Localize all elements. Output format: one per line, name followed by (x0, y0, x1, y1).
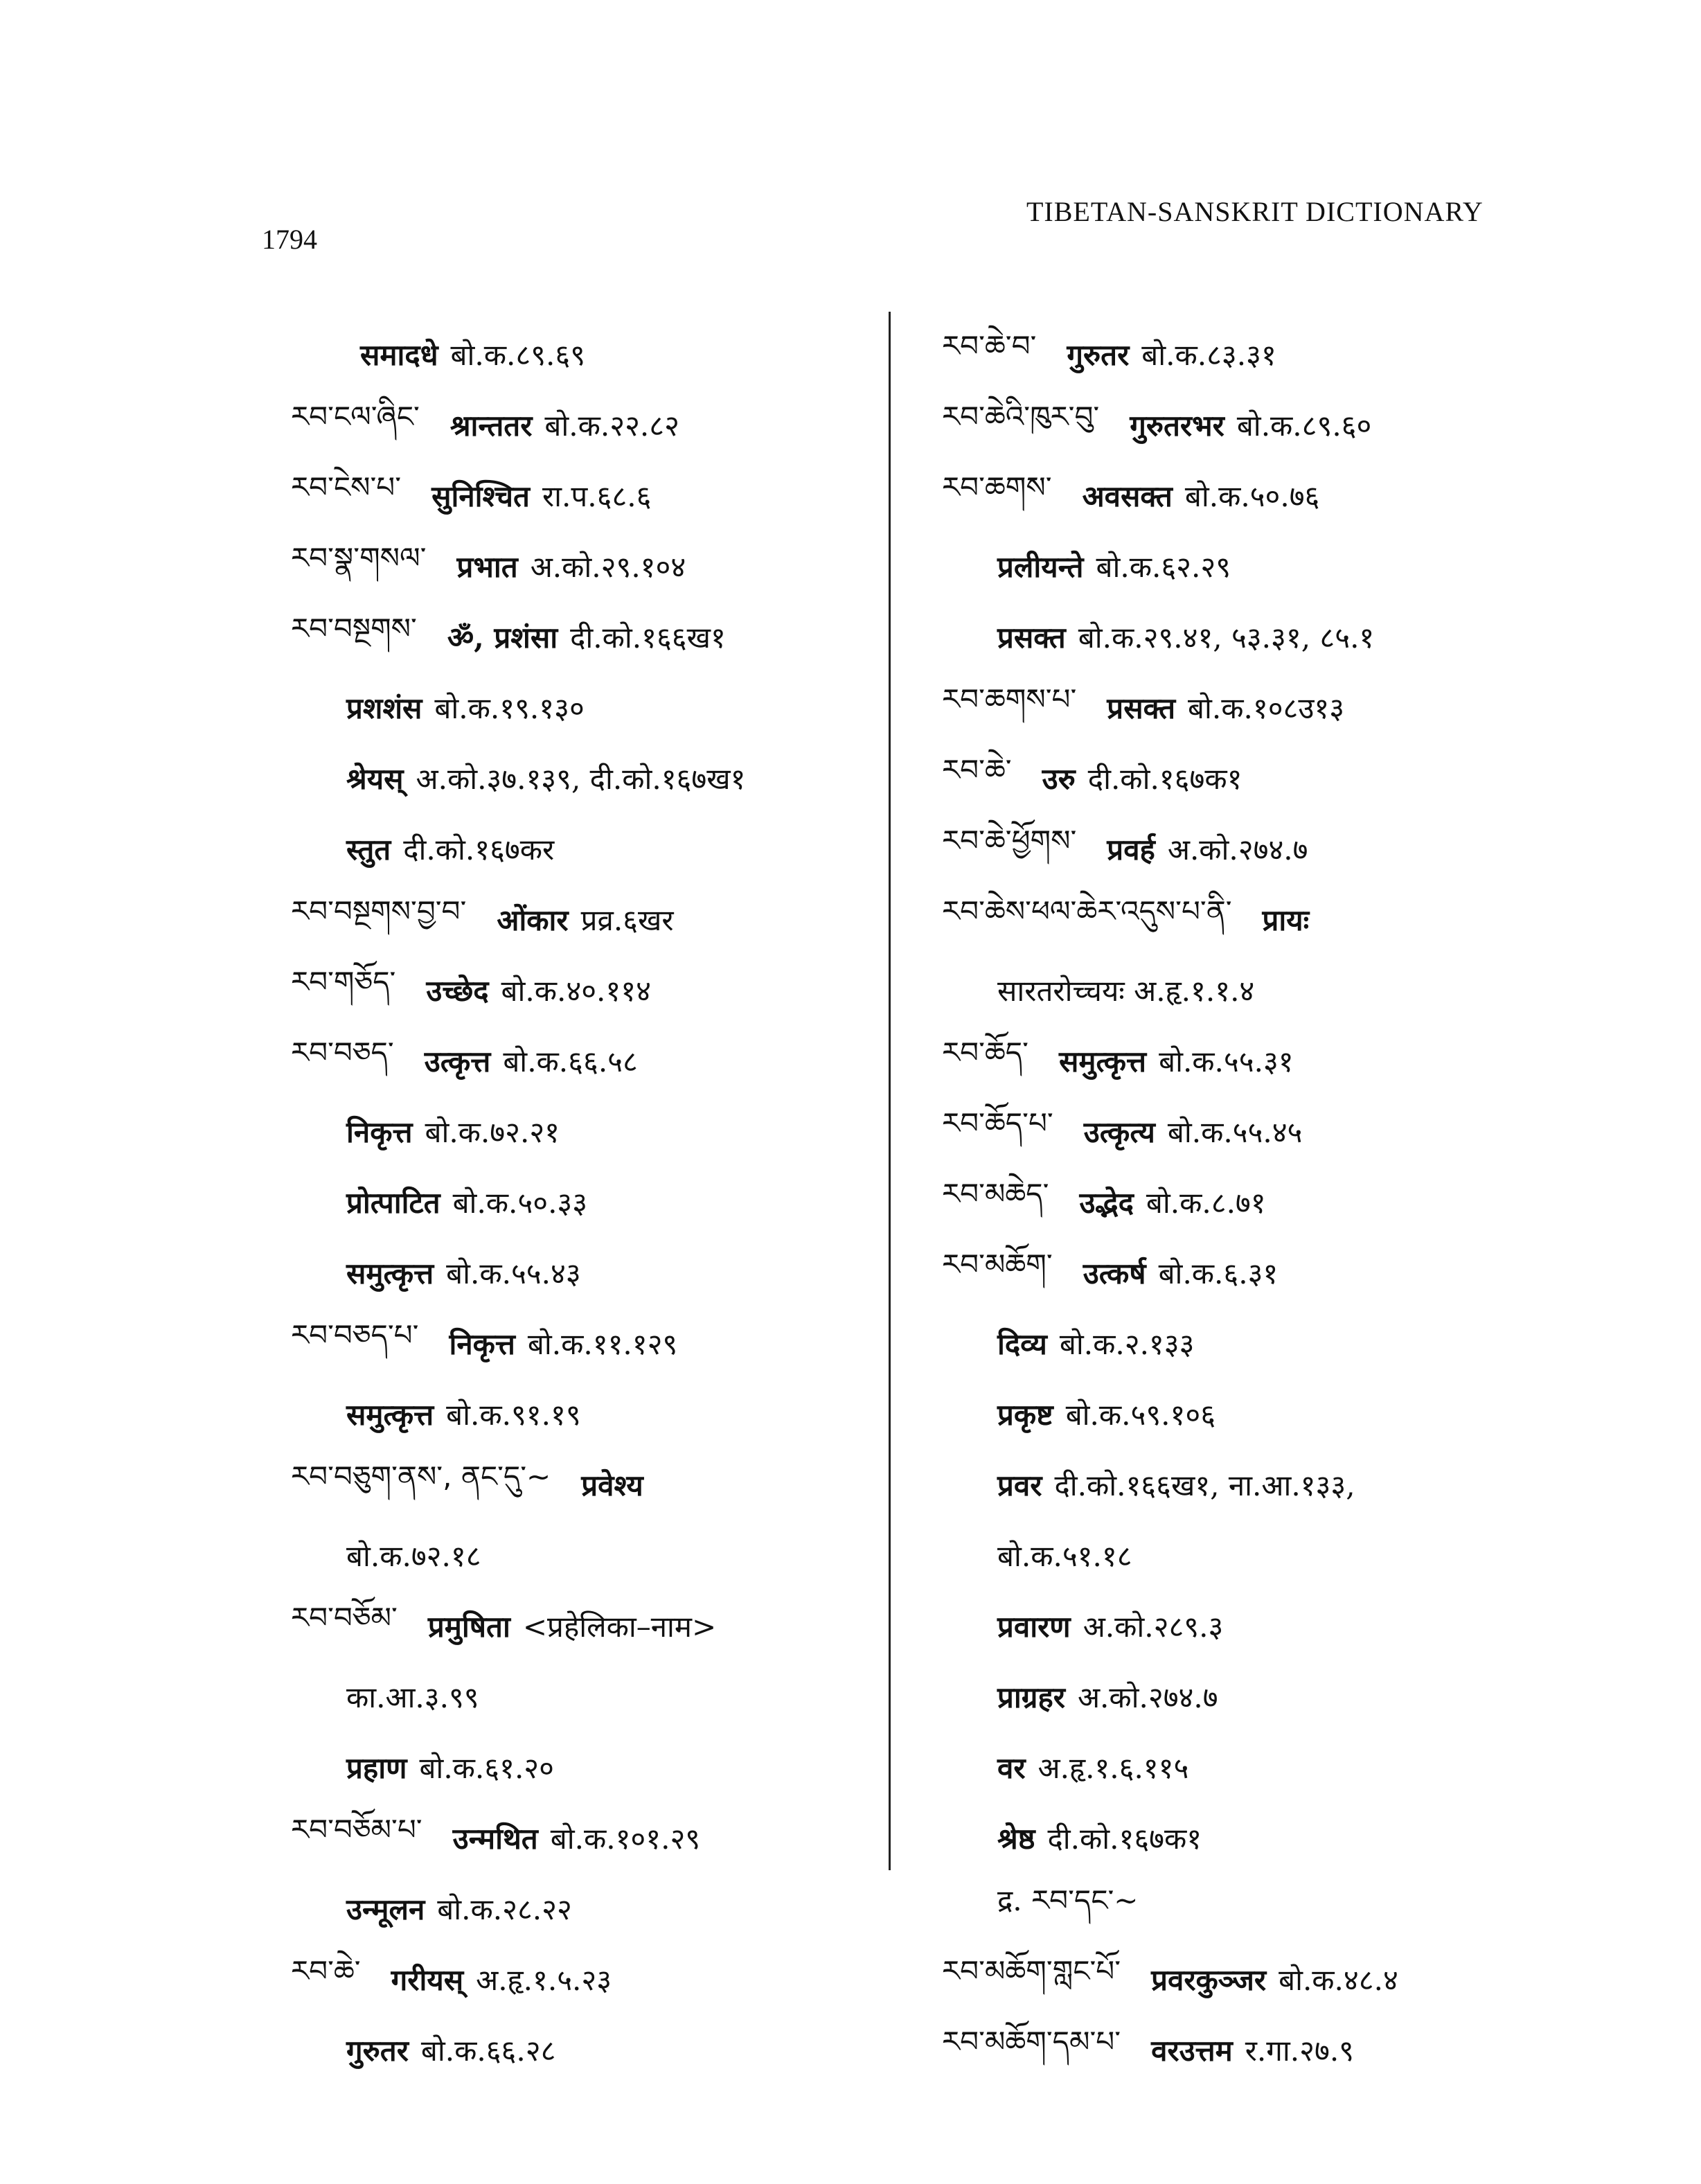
tibetan-headword: རབ་མཆོག་ (942, 1247, 1053, 1281)
dictionary-entry-line (914, 955, 1538, 1025)
dictionary-entry-line (263, 1873, 873, 1944)
dictionary-entry-line (914, 1096, 1538, 1166)
dictionary-entry-line (914, 1520, 1538, 1590)
sanskrit-equivalent: गुरुतर (346, 2033, 409, 2068)
tibetan-headword: རབ་ཆེའི་ཁུར་བུ་ (942, 399, 1100, 434)
source-reference: अ.हृ.१.५.२३ (476, 1962, 612, 1997)
sanskrit-equivalent: प्रवर्ह (1107, 832, 1155, 867)
dictionary-entry-line (914, 319, 1538, 389)
tibetan-headword: རབ་ཆོད་པ་ (942, 1106, 1053, 1140)
source-reference: बो.क.४८.४ (1279, 1962, 1398, 1997)
dictionary-entry-line (263, 1378, 873, 1449)
sanskrit-equivalent: प्रलीयन्ते (997, 549, 1084, 584)
dictionary-entry-line (914, 1025, 1538, 1096)
tibetan-headword: རབ་ཆེས་ཕལ་ཆེར་འདུས་པ་ནི་ (942, 894, 1232, 928)
sanskrit-equivalent: प्रसक्त (1107, 691, 1176, 725)
sanskrit-equivalent: गुरुतरभर (1130, 408, 1224, 443)
sanskrit-equivalent: उद्भेद (1079, 1185, 1134, 1220)
dictionary-entry-line (914, 1378, 1538, 1449)
source-reference: बो.क.२२.८२ (544, 408, 679, 443)
tibetan-headword: རབ་མཆོག་གླང་པོ་ (942, 1953, 1121, 1988)
dictionary-entry-line (914, 460, 1538, 531)
source-reference: बो.क.११.१२९ (527, 1326, 678, 1361)
tibetan-headword: རབ་ཆགས་པ་ (942, 682, 1077, 716)
source-reference: अ.को.२९.१०४ (530, 549, 686, 584)
sanskrit-equivalent: उत्कृत्य (1083, 1115, 1155, 1149)
running-head: TIBETAN-SANSKRIT DICTIONARY (1026, 196, 1484, 227)
sanskrit-equivalent: श्रेयस् (346, 761, 404, 796)
tibetan-headword: རབ་བཅད་པ་ (291, 1317, 419, 1352)
column-divider (889, 312, 891, 1870)
tibetan-headword: རབ་ངལ་ཞིང་ (291, 399, 420, 434)
tibetan-headword: རབ་ཆེ་ (942, 752, 1012, 787)
dictionary-entry-line (914, 743, 1538, 813)
tibetan-headword: རབ་ཆེ་བ་ (942, 328, 1037, 363)
source-reference: दी.को.१६७कर (403, 832, 555, 867)
sanskrit-equivalent: प्रायः (1262, 903, 1310, 937)
sanskrit-equivalent: अवसक्त (1082, 479, 1173, 513)
dictionary-entry-line (914, 1873, 1538, 1944)
source-reference: बो.क.६२.२९ (1096, 549, 1231, 584)
right-column (914, 319, 1538, 2085)
sanskrit-equivalent: वरउत्तम (1151, 2033, 1233, 2068)
tibetan-headword: རབ་ཆེ་ (291, 1953, 361, 1988)
dictionary-entry-line (263, 1237, 873, 1308)
source-reference: बो.क.५९.१०६ (1065, 1397, 1216, 1432)
sanskrit-equivalent: दिव्य (997, 1326, 1047, 1361)
sanskrit-equivalent: प्राग्रहर (997, 1680, 1065, 1714)
source-reference: बो.क.२९.४१, ५३.३१, ८५.१ (1078, 620, 1375, 655)
sanskrit-equivalent: निकृत्त (346, 1115, 413, 1149)
dictionary-entry-line (263, 743, 873, 813)
source-reference: अ.को.२७४.७ (1167, 832, 1308, 867)
source-reference: अ.हृ.१.६.११५ (1037, 1750, 1189, 1785)
page-number: 1794 (262, 224, 317, 255)
sanskrit-equivalent: गुरुतर (1067, 337, 1130, 372)
sanskrit-equivalent: समुत्कृत्त (346, 1256, 434, 1290)
dictionary-entry-line (263, 531, 873, 601)
dictionary-entry-line (263, 1732, 873, 1802)
dictionary-entry-line (263, 955, 873, 1025)
source-reference: प्रव्र.६खर (580, 903, 674, 937)
sanskrit-equivalent: प्रशशंस (346, 691, 422, 725)
dictionary-entry-line (263, 2014, 873, 2085)
sanskrit-equivalent: उत्कर्ष (1083, 1256, 1146, 1290)
dictionary-entry-line (263, 1590, 873, 1661)
source-reference: बो.क.८९.६० (1236, 408, 1372, 443)
source-reference: बो.क.७२.१८ (346, 1538, 481, 1573)
dictionary-entry-line (914, 1166, 1538, 1237)
dictionary-entry-line (263, 1661, 873, 1732)
source-reference: अ.को.३७.१३९, दी.को.१६७ख१ (416, 761, 746, 796)
dictionary-entry-line (914, 1590, 1538, 1661)
left-column (263, 319, 873, 2085)
tibetan-headword: རབ་བསྔགས་བྱ་བ་ (291, 894, 467, 928)
source-reference: बो.क.८.७१ (1146, 1185, 1266, 1220)
dictionary-entry-line (914, 2014, 1538, 2085)
dictionary-entry-line (914, 601, 1538, 672)
source-reference: बो.क.१०१.२९ (550, 1821, 701, 1856)
sanskrit-equivalent: गरीयस् (391, 1962, 464, 1997)
tibetan-headword: རབ་བཅོམ་ (291, 1600, 398, 1635)
tibetan-headword: རབ་བཅུག་ནས་, ནང་དུ་~ (291, 1459, 551, 1493)
sanskrit-equivalent: सुनिश्चित (431, 479, 530, 513)
tibetan-headword: རབ་གཅོད་ (291, 964, 396, 999)
source-reference: बो.क.५५.४५ (1167, 1115, 1303, 1149)
dictionary-entry-line (263, 1520, 873, 1590)
dictionary-entry-line (914, 1732, 1538, 1802)
source-reference: बो.क.६६.५८ (503, 1044, 638, 1078)
sanskrit-equivalent: समुत्कृत्त (346, 1397, 434, 1432)
source-reference: बो.क.५०.३३ (452, 1185, 588, 1220)
source-reference: अ.को.२७४.७ (1077, 1680, 1218, 1714)
dictionary-entry-line (263, 1166, 873, 1237)
source-reference: रा.प.६८.६ (542, 479, 652, 513)
source-reference: दी.को.१६७क१ (1047, 1821, 1202, 1856)
sanskrit-equivalent: श्रेष्ठ (997, 1821, 1035, 1856)
source-reference: दी.को.१६७क१ (1087, 761, 1243, 796)
tibetan-headword: རབ་བཅོམ་པ་ (291, 1812, 422, 1847)
sanskrit-equivalent: प्रभात (456, 549, 518, 584)
sanskrit-equivalent: उरु (1042, 761, 1076, 796)
dictionary-entry-line (263, 884, 873, 955)
sanskrit-equivalent: उच्छेद (426, 973, 489, 1008)
sanskrit-equivalent: उत्कृत्त (424, 1044, 491, 1078)
sanskrit-equivalent: प्रवरकुञ्जर (1151, 1962, 1267, 1997)
tibetan-headword: རབ་ཆགས་ (942, 470, 1052, 504)
source-reference: बो.क.५१.१८ (997, 1538, 1132, 1573)
source-reference: बो.क.५५.४३ (446, 1256, 581, 1290)
dictionary-entry-line (914, 672, 1538, 743)
dictionary-entry-line (914, 1661, 1538, 1732)
source-reference: बो.क.२.१३३ (1059, 1326, 1195, 1361)
sanskrit-equivalent: स्तुत (346, 832, 391, 867)
source-reference: दी.को.१६६ख१ (570, 620, 726, 655)
dictionary-entry-line (914, 531, 1538, 601)
source-reference: बो.क.१०८उ१३ (1188, 691, 1345, 725)
tibetan-headword: རབ་ཆོད་ (942, 1035, 1028, 1069)
dictionary-entry-line (914, 1449, 1538, 1520)
sanskrit-equivalent: उन्मूलन (346, 1892, 425, 1926)
tibetan-headword: རབ་སྣ་གསལ་ (291, 540, 427, 575)
tibetan-headword: རབ་ངེས་པ་ (291, 470, 402, 504)
tibetan-headword: རབ་མཆོག་དམ་པ་ (942, 2024, 1121, 2059)
source-reference: द्र. རབ་དང་~ (997, 1883, 1139, 1917)
source-reference: बो.क.६६.२८ (420, 2033, 556, 2068)
sanskrit-equivalent: निकृत्त (449, 1326, 515, 1361)
sanskrit-equivalent: उन्मथित (452, 1821, 538, 1856)
source-reference: <प्रहेलिका–नाम> (522, 1609, 717, 1644)
dictionary-entry-line (263, 460, 873, 531)
sanskrit-equivalent: ॐ, प्रशंसा (447, 620, 558, 655)
dictionary-entry-line (263, 1802, 873, 1873)
dictionary-entry-line (263, 319, 873, 389)
source-reference: बो.क.६.३१ (1158, 1256, 1279, 1290)
source-reference: सारतरोच्चयः अ.हृ.१.१.४ (997, 973, 1255, 1008)
sanskrit-equivalent: प्रोत्पाटित (346, 1185, 440, 1220)
source-reference: बो.क.६१.२० (419, 1750, 554, 1785)
source-reference: बो.क.९१.१९ (446, 1397, 581, 1432)
source-reference: दी.को.१६६ख१, ना.आ.१३३, (1054, 1468, 1355, 1502)
source-reference: बो.क.७२.२१ (425, 1115, 560, 1149)
source-reference: बो.क.५५.३१ (1159, 1044, 1294, 1078)
tibetan-headword: རབ་བསྔགས་ (291, 611, 417, 646)
dictionary-entry-line (914, 1308, 1538, 1378)
sanskrit-equivalent: प्रवेश्य (581, 1468, 643, 1502)
sanskrit-equivalent: समुत्कृत्त (1058, 1044, 1147, 1078)
dictionary-entry-line (914, 813, 1538, 884)
source-reference: बो.क.८९.६९ (450, 337, 586, 372)
tibetan-headword: རབ་མཆེད་ (942, 1176, 1049, 1211)
dictionary-entry-line (914, 884, 1538, 955)
tibetan-headword: རབ་བཅད་ (291, 1035, 394, 1069)
dictionary-entry-line (263, 672, 873, 743)
source-reference: बो.क.८३.३१ (1141, 337, 1276, 372)
dictionary-entry-line (263, 601, 873, 672)
dictionary-entry-line (263, 1944, 873, 2014)
sanskrit-equivalent: प्रमुषिता (427, 1609, 510, 1644)
dictionary-entry-line (914, 389, 1538, 460)
source-reference: बो.क.१९.१३० (434, 691, 585, 725)
sanskrit-equivalent: प्रकृष्ट (997, 1397, 1053, 1432)
dictionary-entry-line (263, 389, 873, 460)
sanskrit-equivalent: समादधे (360, 337, 438, 372)
dictionary-entry-line (263, 1025, 873, 1096)
sanskrit-equivalent: प्रसक्त (997, 620, 1066, 655)
dictionary-entry-line (914, 1237, 1538, 1308)
source-reference: बो.क.५०.७६ (1184, 479, 1320, 513)
sanskrit-equivalent: श्रान्ततर (449, 408, 533, 443)
source-reference: र.गा.२७.९ (1245, 2033, 1355, 2068)
source-reference: बो.क.४०.११४ (501, 973, 651, 1008)
dictionary-entry-line (263, 1096, 873, 1166)
sanskrit-equivalent: प्रवारण (997, 1609, 1071, 1644)
dictionary-entry-line (263, 1449, 873, 1520)
dictionary-entry-line (914, 1802, 1538, 1873)
source-reference: का.आ.३.९९ (346, 1680, 479, 1714)
dictionary-entry-line (914, 1944, 1538, 2014)
dictionary-entry-line (263, 1308, 873, 1378)
sanskrit-equivalent: वर (997, 1750, 1026, 1785)
source-reference: बो.क.२८.२२ (437, 1892, 572, 1926)
dictionary-entry-line (263, 813, 873, 884)
sanskrit-equivalent: प्रहाण (346, 1750, 407, 1785)
source-reference: अ.को.२८९.३ (1083, 1609, 1224, 1644)
sanskrit-equivalent: प्रवर (997, 1468, 1042, 1502)
sanskrit-equivalent: ओंकार (497, 903, 569, 937)
tibetan-headword: རབ་ཆེ་ཕྱོགས་ (942, 823, 1077, 858)
